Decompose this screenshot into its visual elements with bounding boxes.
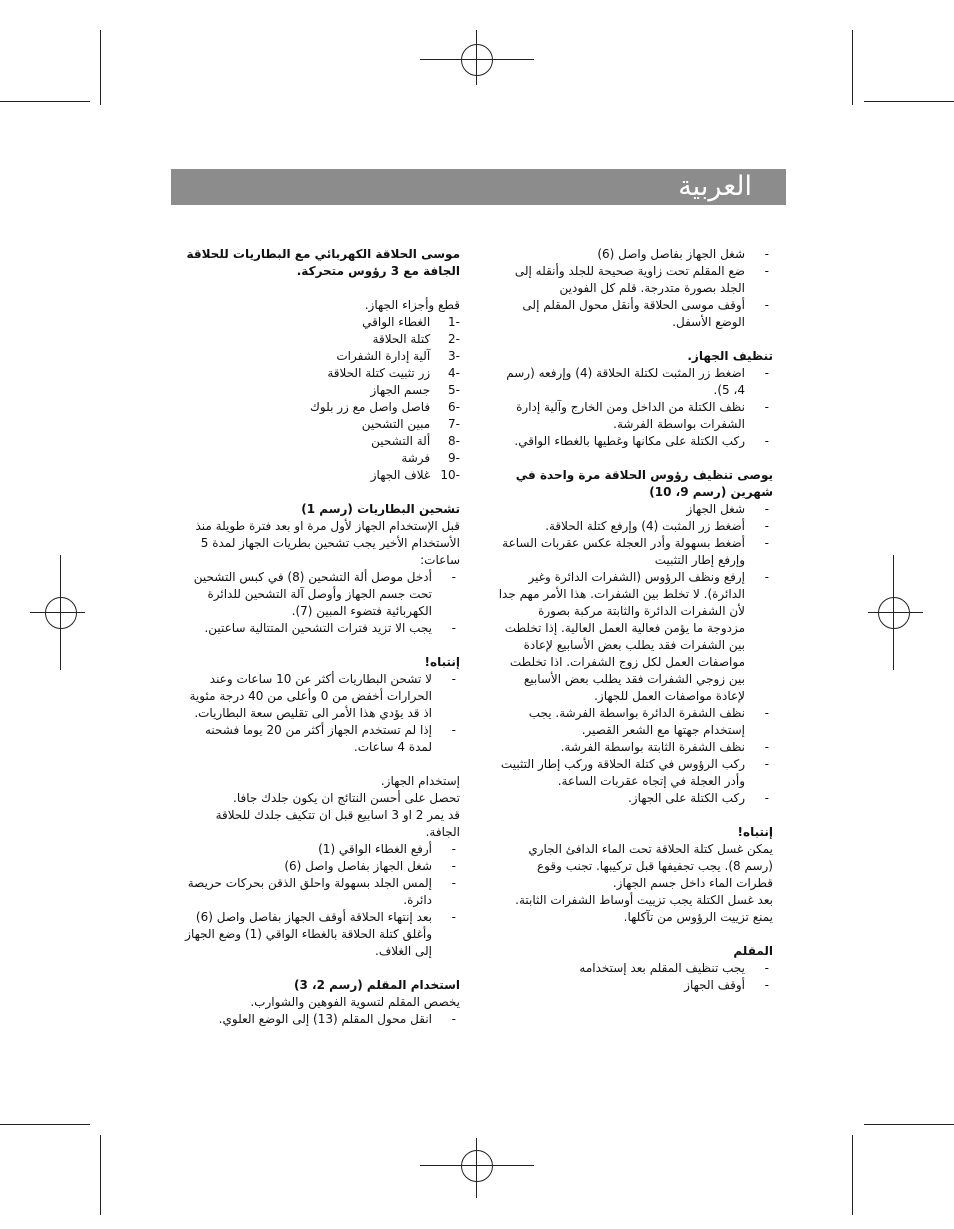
list-item: - ركب الرؤوس في كتلة الحلاقة وركب إطار التثبيت وأدر العجلة في إتجاه عقربات الساعة. (498, 756, 773, 790)
list-item: - أضغط زر المثبت (4) وإرفع كتلة الحلاقة. (498, 518, 773, 535)
spacer (185, 756, 460, 773)
part-item (185, 433, 460, 450)
list-item: - ركب الكتلة على مكانها وغطيها بالغطاء الواقي. (498, 433, 773, 450)
part-label: غلاف الجهاز (370, 468, 431, 482)
bullet-list (185, 841, 460, 960)
spacer (498, 450, 773, 467)
bullet-list (185, 1011, 460, 1028)
part-number: -2 (448, 332, 460, 346)
paragraph: إستخدام الجهاز. (380, 774, 460, 788)
part-number: -1 (448, 315, 460, 329)
list-item: - بعد إنتهاء الحلاقة أوقف الجهاز بفاصل واصل (6) وأغلق كتلة الحلاقة بالغطاء الواقي (1) وضع الجهاز إلى الغلاف. (185, 909, 460, 960)
paragraph: بعد غسل الكتلة يجب تزييت أوساط الشفرات الثابتة. يمنع تزييت الرؤوس من تآكلها. (515, 893, 773, 924)
crop-mark (100, 30, 101, 105)
part-number: -9 (448, 451, 460, 465)
section-heading: المقلم (733, 944, 773, 958)
crop-mark (852, 1135, 853, 1215)
part-item (185, 399, 460, 416)
crop-mark (864, 101, 954, 102)
language-banner (171, 169, 786, 205)
list-item: - نظف الكتلة من الداخل ومن الخارج وآلية إدارة الشفرات بواسطة الفرشة. (498, 399, 773, 433)
section-heading: تشحين البطاريات (رسم 1) (301, 502, 460, 516)
part-label: مبين التشحين (361, 417, 431, 431)
bullet-list (185, 671, 460, 756)
list-item: - إرفع ونظف الرؤوس (الشفرات الدائرة وغير الدائرة). لا تخلط بين الشفرات. هذا الأمر مهم جدا لأن الشفرات الدائرة والثابتة مركبة بصورة مزدوجة ما يؤمن فعالية العمل العالية. إذا تخلطت بين الشفرات فقد يطلب بعض الأسابيع لإعادة مواصفات العمل لكل زوج الشفرات. اذا تخلطت بين زوجي الشفرات فقد يطلب بعض الأسابيع لإعادة مواصفات العمل للجهاز. (498, 569, 773, 705)
part-item (185, 331, 460, 348)
list-item: - لا تشحن البطاريات أكثر عن 10 ساعات وعند الحرارات أخفض من 0 وأعلى من 40 درجة مئوية اذ قد يؤدي هذا الأمر الى تقليص سعة البطاريات. (185, 671, 460, 722)
part-number: -8 (448, 434, 460, 448)
bullet-list (498, 365, 773, 450)
spacer (185, 484, 460, 501)
paragraph: قطع وأجزاء الجهاز. (364, 298, 460, 312)
spacer (498, 926, 773, 943)
list-item: - شغل الجهاز بفاصل واصل (6) (185, 858, 460, 875)
part-number: -6 (448, 400, 460, 414)
part-number: -7 (448, 417, 460, 431)
crop-mark (852, 30, 853, 105)
crop-mark (0, 1124, 90, 1125)
list-item: - نظف الشفرة الثابتة بواسطة الفرشة. (498, 739, 773, 756)
paragraph: تحصل على أحسن النتائج ان يكون جلدك جافا. (233, 791, 460, 805)
part-number: -5 (448, 383, 460, 397)
part-item (185, 416, 460, 433)
list-item: - انقل محول المقلم (13) إلى الوضع العلوي. (185, 1011, 460, 1028)
paragraph: يمكن غسل كتلة الحلاقة تحت الماء الدافئ الجاري (رسم 8). يجب تجفيفها قبل تركيبها. تجنب وقوع قطرات الماء داخل جسم الجهاز. (528, 842, 773, 890)
part-item (185, 314, 460, 331)
spacer (185, 960, 460, 977)
list-item: - أوقف موسى الحلاقة وأنقل محول المقلم إلى الوضع الأسفل. (498, 297, 773, 331)
list-item: - أضغط بسهولة وأدر العجلة عكس عقربات الساعة وإرفع إطار التثبيت (498, 535, 773, 569)
list-item: - يجب تنظيف المقلم بعد إستخدامه (498, 960, 773, 977)
part-label: كتلة الحلاقة (372, 332, 431, 346)
crop-mark (100, 1135, 101, 1215)
part-number: -4 (448, 366, 460, 380)
part-label: فاصل واصل مع زر بلوك (310, 400, 431, 414)
list-item: - اضغط زر المثبت لكتلة الحلاقة (4) وإرفعه (رسم 4، 5). (498, 365, 773, 399)
list-item: - نظف الشفرة الدائرة بواسطة الفرشة. يجب إستخدام جهتها مع الشعر القصير. (498, 705, 773, 739)
section-heading: إنتباه! (424, 655, 460, 669)
paragraph: قد يمر 2 او 3 اسابيع قبل ان تتكيف جلدك للحلاقة الجافة. (215, 808, 460, 839)
list-item: - ركب الكتلة على الجهاز. (498, 790, 773, 807)
bullet-list (498, 246, 773, 331)
part-number: -10 (440, 468, 460, 482)
section-heading: استخدام المقلم (رسم 2، 3) (294, 978, 460, 992)
spacer (498, 807, 773, 824)
spacer (185, 280, 460, 297)
paragraph: قبل الإستخدام الجهاز لأول مرة او بعد فترة طويلة منذ الأستخدام الأخير يجب تشحين بطريات الجهاز لمدة 5 ساعات: (195, 519, 460, 567)
list-item: - أدخل موصل ألة التشحين (8) في كبس التشحين تحت جسم الجهاز وأوصل آلة التشحين للدائرة الكهربائية فتضوء المبين (7). (185, 569, 460, 620)
part-number: -3 (448, 349, 460, 363)
bullet-list (498, 501, 773, 807)
list-item: - إلمس الجلد بسهولة واحلق الذقن بحركات حريصة دائرة. (185, 875, 460, 909)
paragraph: يخصص المقلم لتسوية الفوهين والشوارب. (250, 995, 460, 1009)
left-column (185, 246, 460, 1028)
list-item: - شغل الجهاز (498, 501, 773, 518)
spacer (185, 637, 460, 654)
section-heading: يوصى تنظيف رؤوس الحلاقة مرة واحدة في شهرين (رسم 9، 10) (515, 468, 773, 499)
section-heading: إنتباه! (737, 825, 773, 839)
spacer (498, 331, 773, 348)
part-label: زر تثبيت كتلة الحلاقة (327, 366, 431, 380)
list-item: - إذا لم تستخدم الجهاز أكثر من 20 يوما فشحنه لمدة 4 ساعات. (185, 722, 460, 756)
list-item: - شغل الجهاز بفاصل واصل (6) (498, 246, 773, 263)
part-label: ألة التشحين (371, 434, 431, 448)
part-item (185, 450, 460, 467)
part-label: الغطاء الواقي (362, 315, 431, 329)
list-item: - ضع المقلم تحت زاوية صحيحة للجلد وأنقله إلى الجلد بصورة متدرجة. قلم كل الفودين (498, 263, 773, 297)
crop-mark (0, 101, 90, 102)
bullet-list (185, 569, 460, 637)
part-item (185, 467, 460, 484)
section-heading: موسى الحلاقة الكهربائي مع البطاريات للحلاقة الجافة مع 3 رؤوس متحركة. (186, 247, 460, 278)
section-heading: تنظيف الجهاز. (687, 349, 773, 363)
right-column (498, 246, 773, 994)
part-item (185, 348, 460, 365)
list-item: - أوقف الجهاز (498, 977, 773, 994)
parts-list (185, 314, 460, 484)
list-item: - يجب الا تزيد فترات التشحين المتتالية ساعتين. (185, 620, 460, 637)
banner-title: العربية (678, 171, 752, 202)
part-item (185, 365, 460, 382)
part-item (185, 382, 460, 399)
crop-mark (864, 1124, 954, 1125)
part-label: جسم الجهاز (370, 383, 431, 397)
list-item: - أرفع الغطاء الواقي (1) (185, 841, 460, 858)
part-label: فرشة (401, 451, 431, 465)
bullet-list (498, 960, 773, 994)
part-label: آلية إدارة الشفرات (336, 349, 431, 363)
